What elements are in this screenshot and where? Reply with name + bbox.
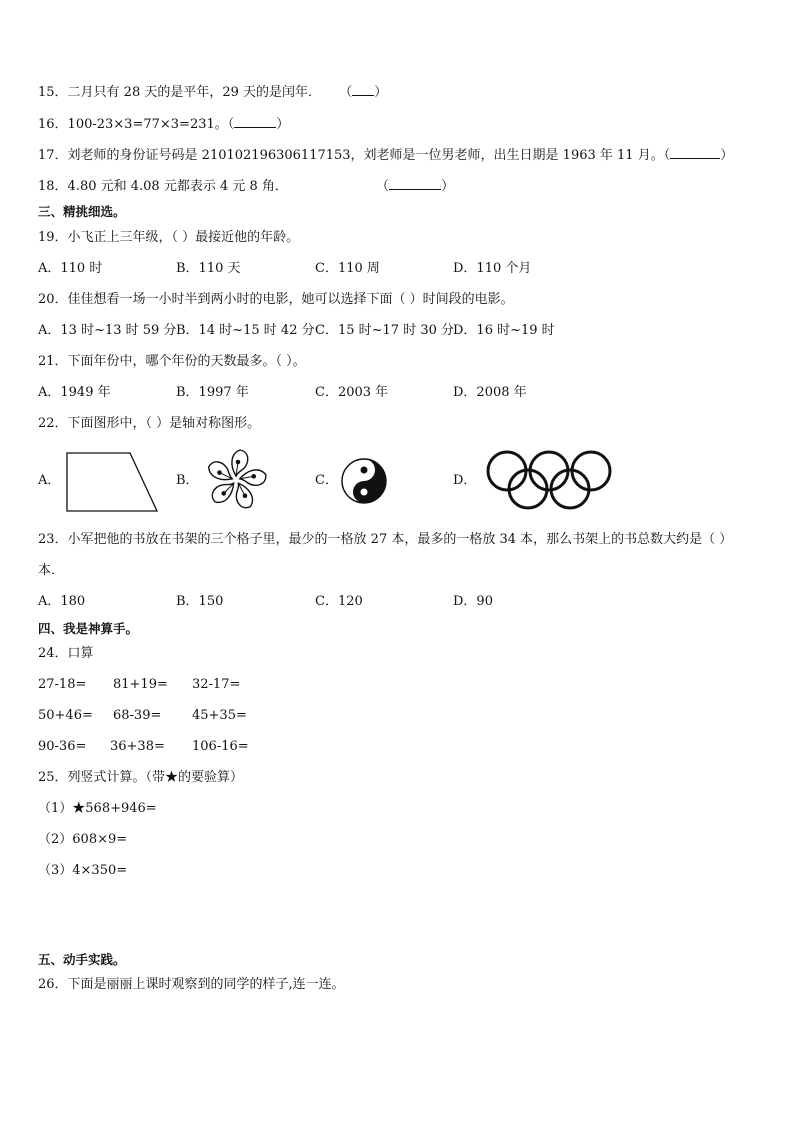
q22-option-b[interactable]: B． <box>176 473 199 488</box>
bauhinia-flower-figure <box>203 447 269 513</box>
q21-option-d[interactable]: D．2008 年 <box>453 385 527 400</box>
q23-option-c[interactable]: C．120 <box>315 594 363 609</box>
question-15 <box>38 82 387 102</box>
paren-close: ） <box>441 179 455 194</box>
q23-option-d[interactable]: D．90 <box>453 594 493 609</box>
paren-close: ） <box>276 117 290 132</box>
oral-calc-item: 36+38= <box>110 739 165 754</box>
oral-calc-item: 32-17= <box>192 677 241 692</box>
trapezoid-figure <box>64 450 160 514</box>
paren-open: （ <box>227 117 235 132</box>
q21-option-b[interactable]: B．1997 年 <box>176 385 249 400</box>
question-21-text: 21．下面年份中，哪个年份的天数最多。（ ）。 <box>38 354 306 369</box>
q20-option-b[interactable]: B．14 时~15 时 42 分 <box>176 323 315 338</box>
question-15-text: 15．二月只有 28 天的是平年，29 天的是闰年． <box>38 85 322 100</box>
section-4-title: 四、我是神算手。 <box>38 621 139 636</box>
q21-option-c[interactable]: C．2003 年 <box>315 385 389 400</box>
q19-option-b[interactable]: B．110 天 <box>176 261 241 276</box>
paren-close: ） <box>720 148 734 163</box>
question-20-text: 20．佳佳想看一场一小时半到两小时的电影，她可以选择下面（ ）时间段的电影。 <box>38 292 514 307</box>
question-18-text: 18．4.80 元和 4.08 元都表示 4 元 8 角． <box>38 179 288 194</box>
question-24-title: 24．口算 <box>38 646 94 661</box>
q20-option-d[interactable]: D．16 时~19 时 <box>453 323 555 338</box>
olympic-rings-figure <box>484 448 616 514</box>
q23-option-b[interactable]: B．150 <box>176 594 224 609</box>
question-17 <box>38 145 733 165</box>
q22-option-a[interactable]: A． <box>38 473 61 488</box>
section-3-title: 三、精挑细选。 <box>38 204 126 219</box>
oral-calc-item: 106-16= <box>192 739 249 754</box>
question-16 <box>38 114 289 134</box>
oral-calc-item: 81+19= <box>113 677 168 692</box>
vertical-calc-item: （1）★568+946= <box>38 801 157 816</box>
section-5-title: 五、动手实践。 <box>38 952 126 967</box>
paren-close: ） <box>374 85 388 100</box>
question-23-text-cont: 本． <box>38 563 65 578</box>
answer-blank-15[interactable] <box>352 82 374 96</box>
question-18 <box>38 176 454 196</box>
paren-open: （ <box>376 179 390 194</box>
oral-calc-item: 45+35= <box>192 708 247 723</box>
vertical-calc-item: （3）4×350= <box>38 863 128 878</box>
q19-option-a[interactable]: A．110 时 <box>38 261 103 276</box>
question-26-text: 26．下面是丽丽上课时观察到的同学的样子,连一连。 <box>38 977 345 992</box>
q21-option-a[interactable]: A．1949 年 <box>38 385 111 400</box>
question-23-text: 23．小军把他的书放在书架的三个格子里，最少的一格放 27 本，最多的一格放 34 本，那么书架上的书总数大约是（ ） <box>38 532 733 547</box>
oral-calc-item: 90-36= <box>38 739 87 754</box>
oral-calc-item: 50+46= <box>38 708 93 723</box>
q23-option-a[interactable]: A．180 <box>38 594 86 609</box>
q22-option-d[interactable]: D． <box>453 473 477 488</box>
q22-option-c[interactable]: C． <box>315 473 338 488</box>
oral-calc-item: 27-18= <box>38 677 87 692</box>
paren-open: （ <box>663 148 671 163</box>
vertical-calc-item: （2）608×9= <box>38 832 128 847</box>
answer-blank-18[interactable] <box>389 176 441 190</box>
question-17-text: 17．刘老师的身份证号码是 210102196306117153，刘老师是一位男老师，出生日期是 1963 年 11 月。 <box>38 148 664 163</box>
question-16-text: 16．100-23×3=77×3=231。 <box>38 117 228 132</box>
question-25-title: 25．列竖式计算。（带★的要验算） <box>38 770 244 785</box>
q20-option-a[interactable]: A．13 时~13 时 59 分 <box>38 323 177 338</box>
answer-blank-17[interactable] <box>670 145 720 159</box>
question-19-text: 19．小飞正上三年级，（ ）最接近他的年龄。 <box>38 230 300 245</box>
q19-option-c[interactable]: C．110 周 <box>315 261 380 276</box>
oral-calc-item: 68-39= <box>113 708 162 723</box>
yin-yang-figure <box>340 457 388 505</box>
answer-blank-16[interactable] <box>234 114 276 128</box>
q19-option-d[interactable]: D．110 个月 <box>453 261 532 276</box>
question-22-text: 22．下面图形中，（ ）是轴对称图形。 <box>38 416 261 431</box>
paren-open: （ <box>339 85 353 100</box>
q20-option-c[interactable]: C．15 时~17 时 30 分 <box>315 323 454 338</box>
